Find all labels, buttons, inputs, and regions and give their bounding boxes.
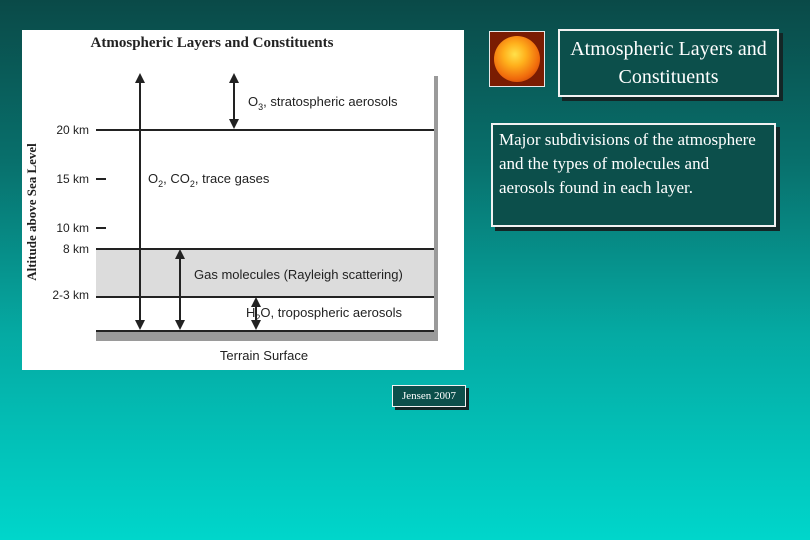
diagram-title: Atmospheric Layers and Constituents <box>90 35 334 51</box>
stratosphere-label: $O_3$, stratospheric aerosols <box>248 94 398 112</box>
altitude-label-8km: 8 km <box>62 242 89 256</box>
rayleigh-label: Gas molecules (Rayleigh scattering) <box>194 267 403 282</box>
terrain-surface-label: Terrain Surface <box>219 348 309 363</box>
altitude-label-2-3km: 2-3 km <box>52 288 89 302</box>
ground-bar <box>96 331 434 341</box>
credit-label: Jensen 2007 <box>392 385 466 407</box>
altitude-label-20km: 20 km <box>56 123 89 137</box>
sun-icon <box>494 36 540 82</box>
atmosphere-diagram <box>22 30 464 370</box>
slide-title: Atmospheric Layers and Constituents <box>558 29 779 97</box>
sun-image <box>489 31 545 87</box>
right-shadow <box>434 76 438 341</box>
troposphere-gases-label: $O_2$, $CO_2$, trace gases <box>148 171 270 189</box>
altitude-axis-label: Altitude above Sea Level <box>24 143 39 281</box>
surface-layer-label: $H_2O$, tropospheric aerosols <box>246 305 403 323</box>
diagram-panel <box>22 30 464 370</box>
altitude-label-15km: 15 km <box>56 172 89 186</box>
slide-description: Major subdivisions of the atmosphere and the types of molecules and aerosols found in each layer. <box>491 123 776 227</box>
altitude-label-10km: 10 km <box>56 221 89 235</box>
